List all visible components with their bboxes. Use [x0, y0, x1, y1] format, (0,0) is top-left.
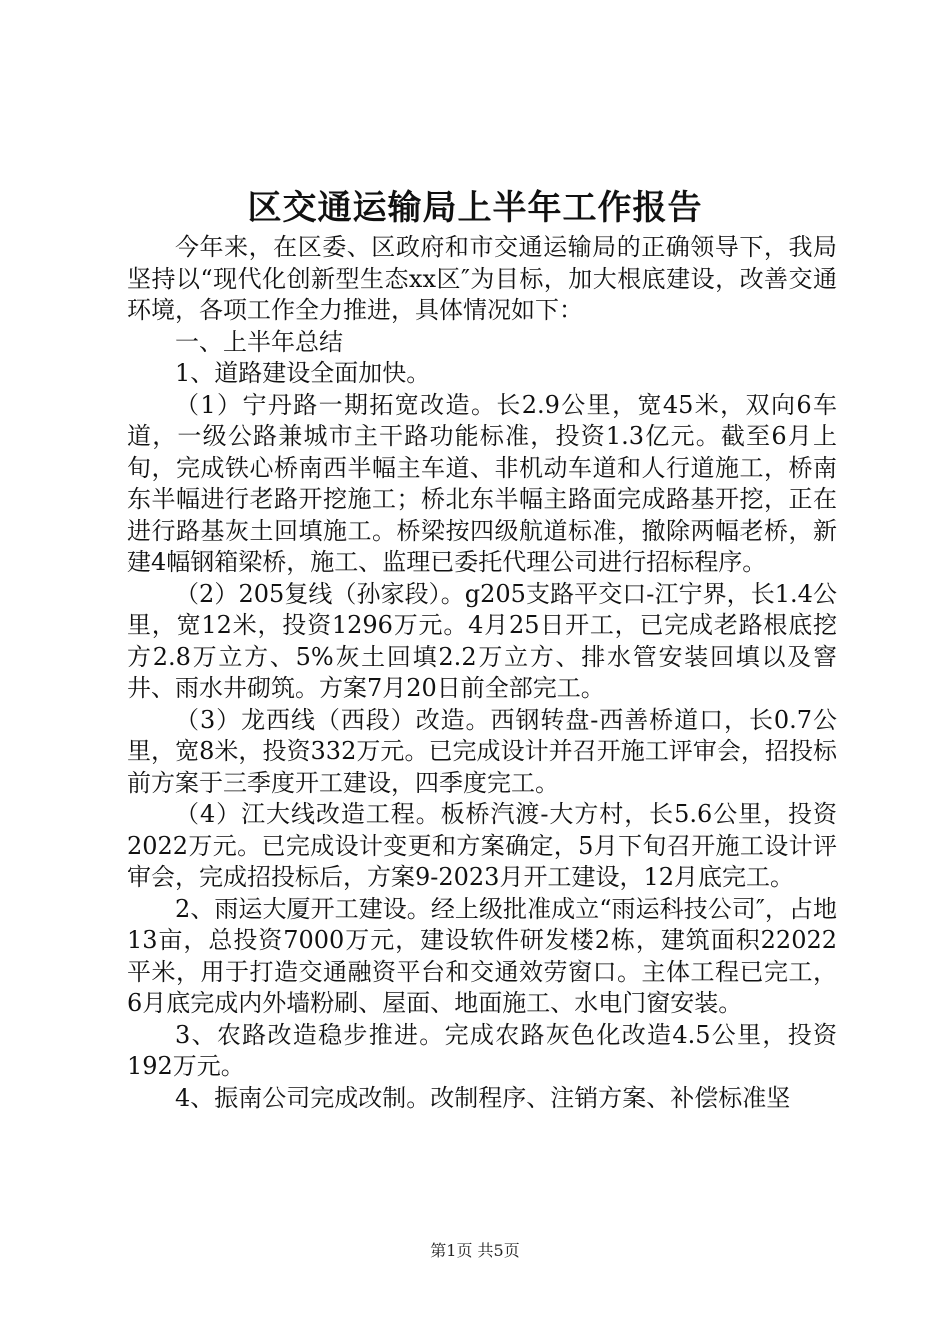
item-4-paragraph: 4、振南公司完成改制。改制程序、注销方案、补偿标准坚: [175, 1083, 791, 1112]
page-number-footer: 第1页 共5页: [430, 1241, 520, 1260]
item-1-2-paragraph: （2）205复线（孙家段）。g205支路平交口-江宁界，长1.4公里，宽12米，投资1296万元。4月25日开工，已完成老路根底挖方2.8万立方、5%灰土回填2.2万立方、排水管安装回填以及窨井、雨水井砌筑。方案7月20日前全部完工。: [127, 579, 837, 702]
item-2-paragraph: 2、雨运大厦开工建设。经上级批准成立“雨运科技公司″，占地13亩，总投资7000万元，建设软件研发楼2栋，建筑面积22022平米，用于打造交通融资平台和交通效劳窗口。主体工程已完工，6月底完成内外墙粉刷、屋面、地面施工、水电门窗安装。: [127, 894, 837, 1017]
document-body: [127, 232, 837, 1114]
intro-paragraph: 今年来，在区委、区政府和市交通运输局的正确领导下，我局坚持以“现代化创新型生态xx区″为目标，加大根底建设，改善交通环境，各项工作全力推进，具体情况如下：: [127, 233, 837, 324]
item-1-heading: 1、道路建设全面加快。: [175, 359, 431, 387]
section-heading: 一、上半年总结: [175, 327, 343, 356]
item-1-1-paragraph: （1）宁丹路一期拓宽改造。长2.9公里，宽45米，双向6车道，一级公路兼城市主干路功能标准，投资1.3亿元。截至6月上旬，完成铁心桥南西半幅主车道、非机动车道和人行道施工，桥南东半幅进行老路开挖施工；桥北东半幅主路面完成路基开挖，正在进行路基灰土回填施工。桥梁按四级航道标准，撤除两幅老桥，新建4幅钢箱梁桥，施工、监理已委托代理公司进行招标程序。: [127, 390, 837, 576]
document-title: 区交通运输局上半年工作报告: [247, 188, 703, 228]
item-1-3-paragraph: （3）龙西线（西段）改造。西钢转盘-西善桥道口，长0.7公里，宽8米，投资332万元。已完成设计并召开施工评审会，招投标前方案于三季度开工建设，四季度完工。: [127, 705, 837, 797]
item-3-paragraph: 3、农路改造稳步推进。完成农路灰色化改造4.5公里，投资192万元。: [127, 1020, 837, 1080]
item-1-4-paragraph: （4）江大线改造工程。板桥汽渡-大方村，长5.6公里，投资2022万元。已完成设计变更和方案确定，5月下旬召开施工设计评审会，完成招投标后，方案9-2023月开工建设，12月底完工。: [127, 800, 837, 891]
